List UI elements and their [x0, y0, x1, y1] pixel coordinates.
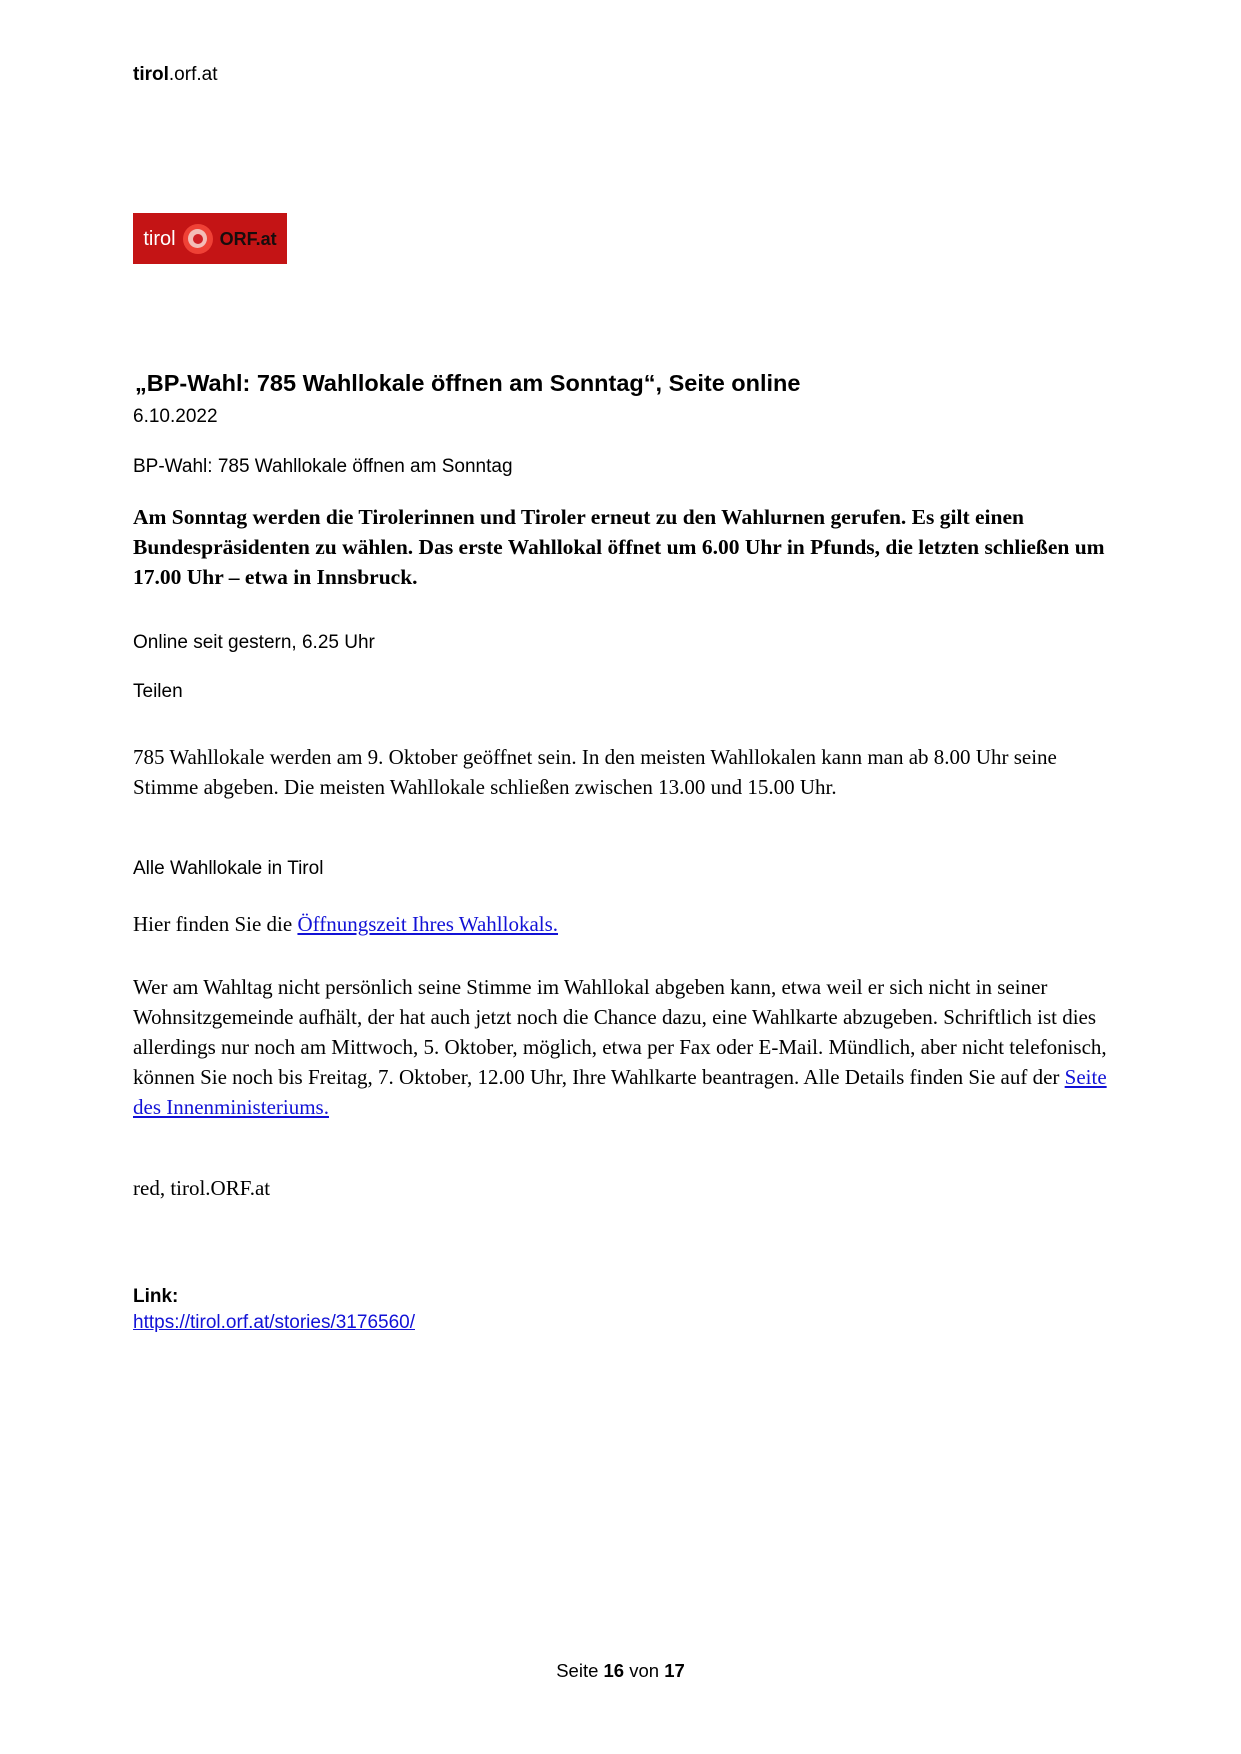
orf-eye-core: [193, 234, 203, 244]
logo-tirol-text: tirol: [143, 227, 176, 250]
byline: red, tirol.ORF.at: [133, 1176, 271, 1200]
body-paragraph-1: 785 Wahllokale werden am 9. Oktober geöffnet sein. In den meisten Wahllokalen kann man ab 8.00 Uhr seine Stimme abgeben. Die meisten Wahllokale schließen zwischen 13.00 und 15.00 Uhr.: [133, 745, 1057, 799]
article-title: „BP-Wahl: 785 Wahllokale öffnen am Sonntag“, Seite online: [135, 370, 801, 396]
site-header: [133, 64, 217, 86]
footer-middle: von: [629, 1660, 660, 1681]
interior-ministry-link[interactable]: Seite des Innenministeriums.: [133, 1065, 1107, 1119]
article-date: 6.10.2022: [133, 406, 218, 427]
find-opening-hours-line: [133, 912, 558, 937]
article-url-line: [133, 1312, 415, 1334]
body-paragraph-2: [133, 972, 1125, 1122]
online-since-text: Online seit gestern, 6.25 Uhr: [133, 632, 375, 653]
tirol-orf-logo: [133, 213, 287, 264]
article-url-link[interactable]: https://tirol.orf.at/stories/3176560/: [133, 1312, 415, 1333]
share-label: Teilen: [133, 681, 183, 702]
all-polling-stations-label: Alle Wahllokale in Tirol: [133, 858, 324, 879]
opening-hours-link[interactable]: Öffnungszeit Ihres Wahllokals.: [297, 912, 559, 936]
paragraph-2-text: Wer am Wahltag nicht persönlich seine Stimme im Wahllokal abgeben kann, etwa weil er sich nicht in seiner Wohnsitzgemeinde aufhält, der hat auch jetzt noch die Chance dazu, eine Wahlkarte abzugeben. Schriftlich ist dies allerdings nur noch am Mittwoch, 5. Oktober, möglich, etwa per Fax oder E-Mail. Mündlich, aber nicht telefonisch, können Sie noch bis Freitag, 7. Oktober, 12.00 Uhr, Ihre Wahlkarte beantragen. Alle Details finden Sie auf der: [133, 975, 1107, 1089]
page-footer: [0, 1660, 1241, 1682]
logo-orfat-text: ORF.at: [219, 228, 277, 249]
link-section-label: Link:: [133, 1286, 179, 1307]
orf-eye-icon: [183, 224, 213, 254]
orf-eye-ring: [188, 229, 207, 248]
site-name-rest: .orf.at: [168, 64, 218, 85]
find-prefix-text: Hier finden Sie die: [133, 912, 298, 936]
site-name-bold: tirol: [133, 64, 169, 85]
footer-page-number: 16: [603, 1660, 625, 1681]
footer-prefix: Seite: [556, 1660, 599, 1681]
lead-paragraph: Am Sonntag werden die Tirolerinnen und Tiroler erneut zu den Wahlurnen gerufen. Es gilt einen Bundespräsidenten zu wählen. Das erste Wahllokal öffnet um 6.00 Uhr in Pfunds, die letzten schließen um 17.00 Uhr – etwa in Innsbruck.: [133, 505, 1105, 589]
article-subtitle: BP-Wahl: 785 Wahllokale öffnen am Sonntag: [133, 456, 513, 477]
footer-total-pages: 17: [664, 1660, 685, 1681]
